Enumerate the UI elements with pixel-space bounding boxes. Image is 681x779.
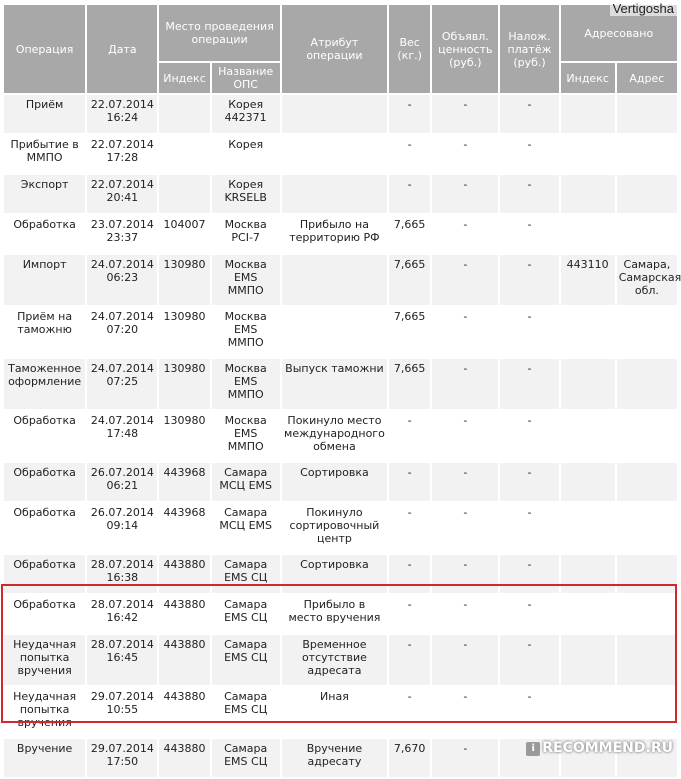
row-declared-value: - [432,307,498,357]
table-row [4,307,677,357]
row-address [617,95,677,133]
row-place: Москва EMS ММПО [212,411,280,461]
row-weight: 7,665 [389,255,430,305]
row-weight: - [389,595,430,633]
header-operation: Операция [4,5,85,93]
row-date: 22.07.2014 20:41 [87,175,157,213]
row-operation: Приём на таможню [4,307,85,357]
row-address [617,135,677,173]
row-attribute: Иная [282,687,387,737]
table-row [4,175,677,213]
header-index: Индекс [159,63,209,93]
row-index[interactable]: 443880 [159,739,209,777]
row-place: Корея KRSELB [212,175,280,213]
row-declared-value: - [432,555,498,593]
row-cod: - [500,503,558,553]
row-addr-index [561,635,615,685]
row-place: Самара EMS СЦ [212,687,280,737]
table-row [4,463,677,501]
row-attribute [282,135,387,173]
row-place: Корея 442371 [212,95,280,133]
row-attribute: Прибыло в место вручения [282,595,387,633]
row-weight: - [389,635,430,685]
row-cod: - [500,595,558,633]
table-row [4,503,677,553]
row-weight: - [389,135,430,173]
row-date: 24.07.2014 17:48 [87,411,157,461]
header-addr-address: Адрес [617,63,677,93]
row-index: 443880 [159,687,209,737]
row-weight: - [389,687,430,737]
row-weight: 7,665 [389,359,430,409]
row-addr-index [561,175,615,213]
row-cod: - [500,635,558,685]
table-row [4,255,677,305]
table-body [4,95,681,777]
row-cod: - [500,687,558,737]
row-declared-value: - [432,359,498,409]
table-row [4,359,677,409]
row-declared-value: - [432,463,498,501]
row-cod: - [500,307,558,357]
row-cod: - [500,255,558,305]
row-attribute: Временное отсутствие адресата [282,635,387,685]
row-index: 443880 [159,555,209,593]
row-cod: - [500,555,558,593]
tracking-table [2,3,679,779]
row-address [617,635,677,685]
watermark-author: Vertigosha [610,1,677,16]
row-attribute: Сортировка [282,555,387,593]
row-addr-index [561,215,615,253]
row-address [617,463,677,501]
row-declared-value: - [432,635,498,685]
row-place: Москва EMS ММПО [212,307,280,357]
row-declared-value: - [432,503,498,553]
row-weight: 7,665 [389,215,430,253]
table-row [4,635,677,685]
row-operation: Приём [4,95,85,133]
row-place: Самара EMS СЦ [212,635,280,685]
row-index [159,135,209,173]
row-operation: Обработка [4,463,85,501]
row-operation: Неудачная попытка вручения [4,635,85,685]
row-attribute: Покинуло место международного обмена [282,411,387,461]
row-index: 130980 [159,359,209,409]
header-place: Место проведения операции [159,5,279,61]
header-ops-name: Название ОПС [212,63,280,93]
row-date: 24.07.2014 06:23 [87,255,157,305]
row-place: Москва PCI-7 [212,215,280,253]
row-weight: - [389,555,430,593]
row-addr-index [561,463,615,501]
row-index: 443880 [159,635,209,685]
row-cod: - [500,411,558,461]
table-row [4,687,677,737]
header-attribute: Атрибут операции [282,5,387,93]
row-date: 28.07.2014 16:45 [87,635,157,685]
row-place: Самара EMS СЦ [212,739,280,777]
row-address [617,687,677,737]
row-cod: - [500,175,558,213]
row-addr-index [561,359,615,409]
row-date: 24.07.2014 07:20 [87,307,157,357]
row-declared-value: - [432,215,498,253]
row-index: 130980 [159,255,209,305]
row-attribute: Вручение адресату [282,739,387,777]
header-date: Дата [87,5,157,93]
row-date: 22.07.2014 17:28 [87,135,157,173]
row-date: 28.07.2014 16:42 [87,595,157,633]
row-place: Москва EMS ММПО [212,255,280,305]
recommend-logo-icon: i [526,742,540,756]
row-address [617,503,677,553]
row-place: Самара МСЦ EMS [212,503,280,553]
row-attribute: Прибыло на территорию РФ [282,215,387,253]
row-address [617,359,677,409]
row-attribute [282,175,387,213]
row-index: 104007 [159,215,209,253]
row-address [617,555,677,593]
row-place: Самара EMS СЦ [212,555,280,593]
table-row [4,555,677,593]
row-declared-value: - [432,175,498,213]
row-place: Самара МСЦ EMS [212,463,280,501]
row-address [617,411,677,461]
row-cod: - [500,95,558,133]
table-row [4,135,677,173]
row-index: 130980 [159,411,209,461]
row-weight: - [389,411,430,461]
table-row [4,95,677,133]
row-operation: Таможенное оформление [4,359,85,409]
table-row [4,411,677,461]
row-addr-index [561,95,615,133]
row-addr-index [561,411,615,461]
row-address [617,307,677,357]
row-declared-value: - [432,687,498,737]
row-date: 29.07.2014 10:55 [87,687,157,737]
row-index: 443968 [159,463,209,501]
row-weight: - [389,95,430,133]
row-address [617,215,677,253]
row-index [159,175,209,213]
row-index: 443880 [159,595,209,633]
header-cod: Налож. платёж (руб.) [500,5,558,93]
row-addr-index: 443110 [561,255,615,305]
row-operation: Импорт [4,255,85,305]
row-addr-index [561,555,615,593]
row-date: 24.07.2014 07:25 [87,359,157,409]
row-declared-value: - [432,135,498,173]
row-operation: Прибытие в ММПО [4,135,85,173]
row-operation: Обработка [4,555,85,593]
row-date: 23.07.2014 23:37 [87,215,157,253]
row-cod: - [500,215,558,253]
header-weight: Вес (кг.) [389,5,430,93]
header-addr-index: Индекс [561,63,615,93]
row-address [617,595,677,633]
row-addr-index [561,595,615,633]
row-attribute [282,95,387,133]
row-operation: Обработка [4,215,85,253]
row-declared-value: - [432,411,498,461]
row-date: 28.07.2014 16:38 [87,555,157,593]
header-declared-value: Объявл. ценность (руб.) [432,5,498,93]
row-declared-value: - [432,255,498,305]
row-operation: Обработка [4,411,85,461]
row-addr-index [561,687,615,737]
row-attribute: Покинуло сортировочный центр [282,503,387,553]
row-cod: - [500,463,558,501]
table-row [4,595,677,633]
row-date: 22.07.2014 16:24 [87,95,157,133]
watermark-site [526,740,673,756]
row-declared-value: - [432,739,498,777]
row-date: 26.07.2014 09:14 [87,503,157,553]
row-addr-index [561,307,615,357]
row-date: 29.07.2014 17:50 [87,739,157,777]
row-weight: - [389,463,430,501]
row-addr-index [561,503,615,553]
row-weight: - [389,175,430,213]
row-cod: - [500,135,558,173]
row-operation: Экспорт [4,175,85,213]
row-weight: - [389,503,430,553]
row-place: Корея [212,135,280,173]
row-declared-value: - [432,595,498,633]
row-address: Самара, Самарская обл. [617,255,677,305]
row-attribute [282,255,387,305]
row-attribute [282,307,387,357]
row-index [159,95,209,133]
row-date: 26.07.2014 06:21 [87,463,157,501]
row-operation: Вручение [4,739,85,777]
table-header [4,5,677,93]
row-operation: Обработка [4,595,85,633]
row-place: Москва EMS ММПО [212,359,280,409]
row-attribute: Выпуск таможни [282,359,387,409]
row-attribute: Сортировка [282,463,387,501]
header-addressed: Адресовано [561,5,677,61]
row-weight: 7,670 [389,739,430,777]
row-weight: 7,665 [389,307,430,357]
row-addr-index [561,135,615,173]
watermark-site-text: RECOMMEND.RU [542,740,673,756]
row-cod: - [500,359,558,409]
row-operation: Обработка [4,503,85,553]
table-row [4,215,677,253]
row-address [617,175,677,213]
row-index: 130980 [159,307,209,357]
row-index: 443968 [159,503,209,553]
row-declared-value: - [432,95,498,133]
row-place: Самара EMS СЦ [212,595,280,633]
row-operation: Неудачная попытка вручения [4,687,85,737]
